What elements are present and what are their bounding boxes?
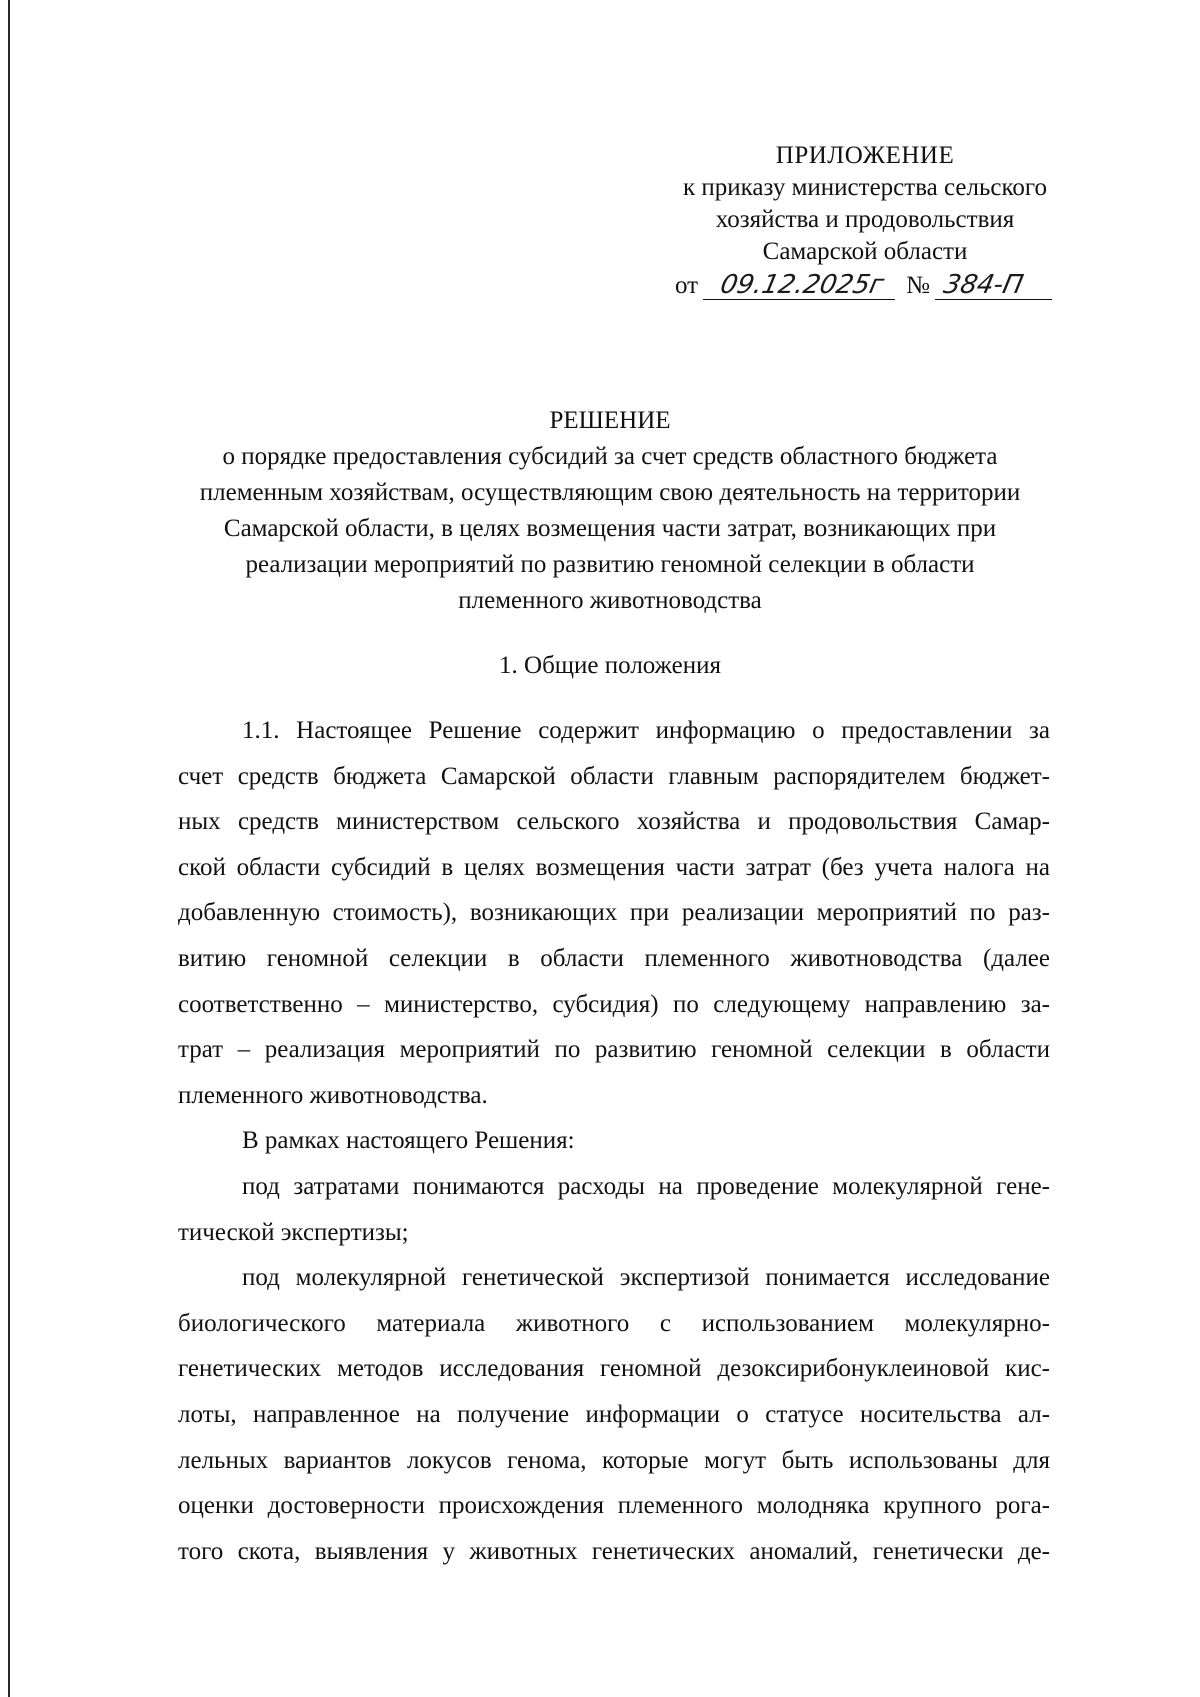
- appendix-date-number-line: [640, 270, 1090, 302]
- body-line: племенного животноводства.: [178, 1081, 488, 1109]
- body-line: трат – реализация мероприятий по развитию геномной селекции в области: [178, 1036, 1050, 1064]
- body-line: оценки достоверности происхождения племенного молодняка крупного рога-: [178, 1492, 1050, 1520]
- appendix-line-2: хозяйства и продовольствия: [715, 206, 1015, 233]
- body-line: В рамках настоящего Решения:: [242, 1127, 575, 1155]
- body-line: лоты, направленное на получение информации о статусе носительства ал-: [178, 1400, 1050, 1428]
- body-line: лельных вариантов локусов генома, которые могут быть использованы для: [178, 1446, 1050, 1474]
- decision-subtitle-line: Самарской области, в целях возмещения части затрат, возникающих при: [223, 515, 997, 542]
- scan-edge-line: [8, 0, 10, 1697]
- from-label: от: [675, 272, 699, 299]
- paragraph-costs-definition: [178, 1164, 1050, 1255]
- handwritten-number: 384-П: [935, 271, 1058, 300]
- number-label: №: [906, 272, 930, 299]
- body-text: [178, 708, 1050, 1574]
- decision-title: РЕШЕНИЕ: [549, 407, 671, 434]
- body-line: ных средств министерством сельского хозяйства и продовольствия Самар-: [178, 808, 1050, 836]
- decision-subtitle-line: племенного животноводства: [458, 587, 762, 614]
- appendix-header: [640, 140, 1090, 302]
- section-heading: 1. Общие положения: [499, 652, 721, 679]
- decision-title-block: [170, 403, 1050, 619]
- body-line: под затратами понимаются расходы на проведение молекулярной гене-: [242, 1172, 1050, 1200]
- appendix-line-1: к приказу министерства сельского: [682, 174, 1047, 201]
- body-line: генетических методов исследования геномной дезоксирибонуклеиновой кис-: [178, 1355, 1050, 1383]
- body-line: добавленную стоимость), возникающих при реализации мероприятий по раз-: [178, 899, 1050, 927]
- paragraph-1-1: [178, 708, 1050, 1118]
- decision-subtitle-line: племенным хозяйствам, осуществляющим свою деятельность на территории: [199, 479, 1021, 506]
- appendix-title: ПРИЛОЖЕНИЕ: [775, 142, 955, 169]
- body-line: витию геномной селекции в области племенного животноводства (далее: [178, 944, 1050, 972]
- paragraph-expertise-definition: [178, 1255, 1050, 1574]
- decision-subtitle-line: о порядке предоставления субсидий за счет средств областного бюджета: [222, 443, 998, 470]
- paragraph-scope: [178, 1118, 1050, 1164]
- body-line: биологического материала животного с использованием молекулярно-: [178, 1309, 1050, 1337]
- body-line: ской области субсидий в целях возмещения части затрат (без учета налога на: [178, 853, 1050, 881]
- body-line: соответственно – министерство, субсидия) по следующему направлению за-: [178, 990, 1050, 1018]
- handwritten-date: 09.12.2025г: [703, 271, 901, 300]
- decision-subtitle-line: реализации мероприятий по развитию геномной селекции в области: [245, 551, 975, 578]
- appendix-line-3: Самарской области: [762, 238, 968, 265]
- body-line: под молекулярной генетической экспертизой понимается исследование: [242, 1264, 1050, 1292]
- body-line: того скота, выявления у животных генетических аномалий, генетически де-: [178, 1537, 1050, 1565]
- body-line: тической экспертизы;: [178, 1218, 409, 1246]
- body-line: счет средств бюджета Самарской области главным распорядителем бюджет-: [178, 762, 1050, 790]
- body-line: 1.1. Настоящее Решение содержит информацию о предоставлении за: [242, 717, 1050, 744]
